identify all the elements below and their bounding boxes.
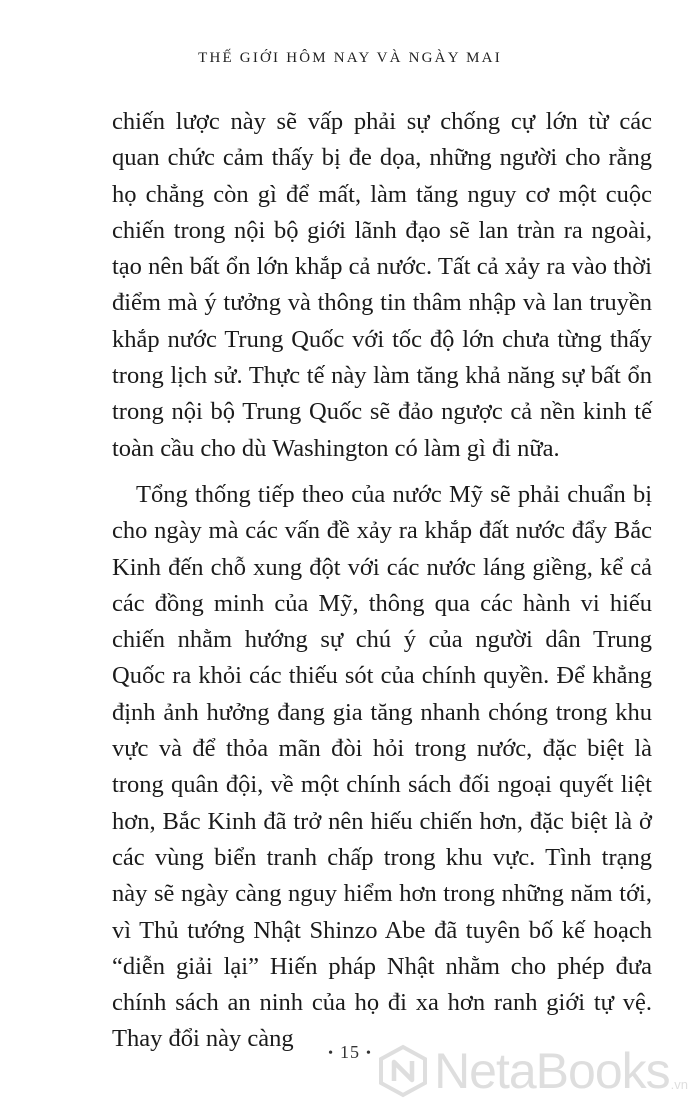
watermark-suffix: .vn (670, 1077, 688, 1092)
netabooks-logo-icon (376, 1044, 430, 1098)
watermark-brand: NetaBooks (434, 1043, 670, 1099)
bullet-left: • (328, 1045, 334, 1061)
page-body (112, 104, 652, 1058)
running-header: THẾ GIỚI HÔM NAY VÀ NGÀY MAI (198, 50, 502, 66)
watermark (376, 1044, 688, 1098)
paragraph: Tổng thống tiếp theo của nước Mỹ sẽ phải chuẩn bị cho ngày mà các vấn đề xảy ra khắp đất nước đẩy Bắc Kinh đến chỗ xung đột với các nước láng giềng, kể cả các đồng minh của Mỹ, thông qua các hành vi hiếu chiến nhằm hướng sự chú ý của người dân Trung Quốc ra khỏi các thiếu sót của chính quyền. Để khẳng định ảnh hưởng đang gia tăng nhanh chóng trong khu vực và để thỏa mãn đòi hỏi trong nước, đặc biệt là trong quân đội, về một chính sách đối ngoại quyết liệt hơn, Bắc Kinh đã trở nên hiếu chiến hơn, đặc biệt là ở các vùng biển tranh chấp trong khu vực. Tình trạng này sẽ ngày càng nguy hiểm hơn trong những năm tới, vì Thủ tướng Nhật Shinzo Abe đã tuyên bố kế hoạch “diễn giải lại” Hiến pháp Nhật nhằm cho phép đưa chính sách an ninh của họ đi xa hơn ranh giới tự vệ. Thay đổi này càng (112, 480, 652, 1053)
page-number-value: 15 (340, 1042, 360, 1062)
paragraph: chiến lược này sẽ vấp phải sự chống cự lớn từ các quan chức cảm thấy bị đe dọa, những người cho rằng họ chẳng còn gì để mất, làm tăng nguy cơ một cuộc chiến trong nội bộ giới lãnh đạo sẽ lan tràn ra ngoài, tạo nên bất ổn lớn khắp cả nước. Tất cả xảy ra vào thời điểm mà ý tưởng và thông tin thâm nhập và lan truyền khắp nước Trung Quốc với tốc độ lớn chưa từng thấy trong lịch sử. Thực tế này làm tăng khả năng sự bất ổn trong nội bộ Trung Quốc sẽ đảo ngược cả nền kinh tế toàn cầu cho dù Washington có làm gì đi nữa. (112, 108, 652, 462)
bullet-right: • (366, 1045, 372, 1061)
